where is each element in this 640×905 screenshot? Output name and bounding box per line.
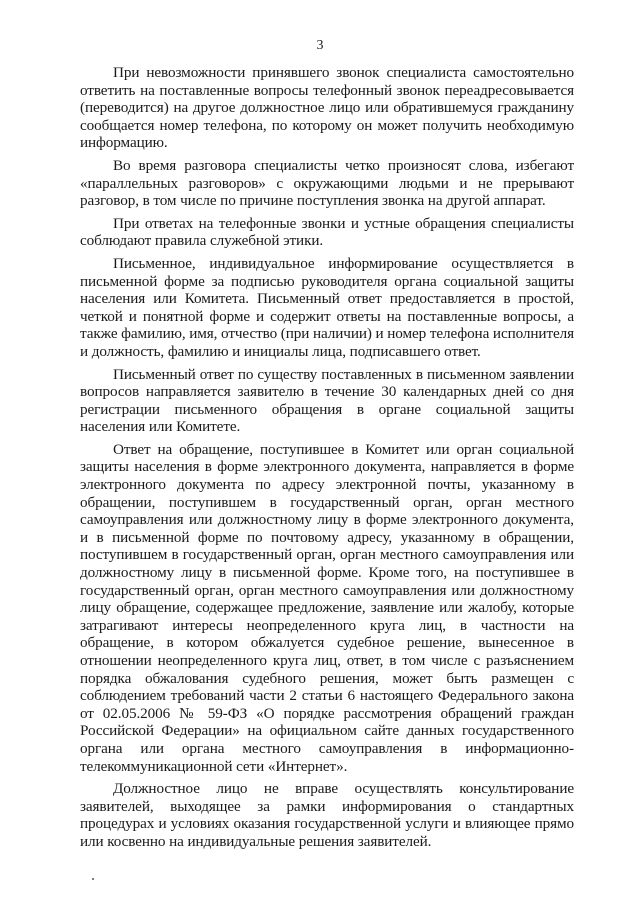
paragraph-written-informing: Письменное, индивидуальное информирование осуществляется в письменной форме за подписью руководителя органа социальной защиты населения или Комитета. Письменный ответ предоставляется в простой, четкой и понятной форме и содержит ответы на поставленные вопросы, а также фамилию, имя, отчество (при наличии) и номер телефона исполнителя и должность, фамилию и инициалы лица, подписавшего ответ. <box>80 254 574 360</box>
paragraph-electronic-response: Ответ на обращение, поступившее в Комитет или орган социальной защиты населения в форме электронного документа, направляется в форме электронного документа по адресу электронной почты, указанному в обращении, поступившем в государственный орган, орган местного самоуправления или должностному лицу в форме электронного документа, и в письменной форме по почтовому адресу, указанному в обращении, поступившем в государственный орган, орган местного самоуправления или должностному лицу в письменной форме. Кроме того, на поступившее в государственный орган, орган местного самоуправления или должностному лицу обращение, содержащее предложение, заявление или жалобу, которые затрагивают интересы неопределенного круга лиц, в частности на обращение, в котором обжалуется судебное решение, вынесенное в отношении неопределенного круга лиц, ответ, в том числе с разъяснением порядка обжалования судебного решения, может быть размещен с соблюдением требований части 2 статьи 6 настоящего Федерального закона от 02.05.2006 № 59-ФЗ «О порядке рассмотрения обращений граждан Российской Федерации» на официальном сайте данных государственного органа или органа местного самоуправления в информационно-телекоммуникационной сети «Интернет». <box>80 440 574 775</box>
page-number: 3 <box>316 38 324 53</box>
paragraph-written-response-deadline: Письменный ответ по существу поставленных в письменном заявлении вопросов направляется заявителю в течение 30 календарных дней со дня регистрации письменного обращения в органе социальной защиты населения или Комитете. <box>80 365 574 436</box>
paragraph-service-ethics: При ответах на телефонные звонки и устные обращения специалисты соблюдают правила служебной этики. <box>80 214 574 250</box>
document-body <box>80 64 574 856</box>
paragraph-consulting-limits: Должностное лицо не вправе осуществлять консультирование заявителей, выходящее за рамки информирования о стандартных процедурах и условиях оказания государственной услуги и влияющее прямо или косвенно на индивидуальные решения заявителей. <box>80 780 574 850</box>
scan-dot-mark <box>92 878 94 880</box>
paragraph-conversation-rules: Во время разговора специалисты четко произносят слова, избегают «параллельных разговоров» с окружающими людьми и не прерывают разговор, в том числе по причине поступления звонка на другой аппарат. <box>80 156 574 210</box>
paragraph-call-redirect: При невозможности принявшего звонок специалиста самостоятельно ответить на поставленные вопросы телефонный звонок переадресовывается (переводится) на другое должностное лицо или обратившемуся гражданину сообщается номер телефона, по которому он может получить необходимую информацию. <box>80 64 574 152</box>
